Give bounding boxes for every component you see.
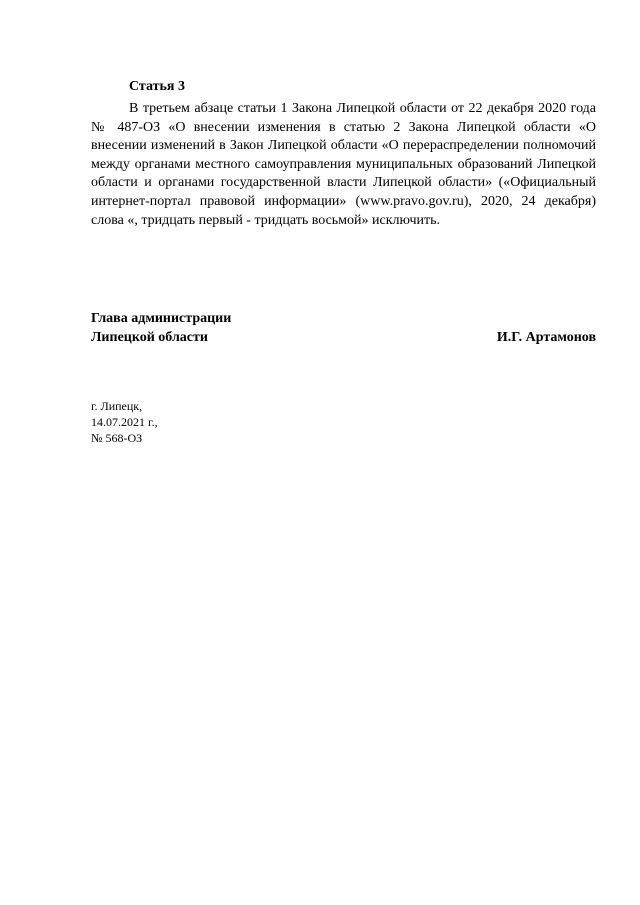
article-body: В третьем абзаце статьи 1 Закона Липецкой области от 22 декабря 2020 года № 487-ОЗ «О внесении изменения в статью 2 Закона Липецкой области «О внесении изменений в Закон Липецкой области «О перераспределении полномочий между органами местного самоуправления муниципальных образований Липецкой области и органами государственной власти Липецкой области» («Официальный интернет-портал правовой информации» (www.pravo.gov.ru), 2020, 24 декабря) слова «, тридцать первый - тридцать восьмой» исключить. [91, 101, 596, 228]
signatory-name: И.Г. Артамонов [496, 330, 596, 345]
signature-position-region: Липецкой области [91, 330, 208, 345]
document-meta [91, 398, 158, 446]
signature-position-line2 [91, 328, 596, 347]
signature-block [91, 309, 596, 347]
document-place: г. Липецк, [91, 399, 143, 413]
signature-position-line1 [91, 309, 596, 328]
document-date: 14.07.2021 г., [91, 415, 158, 429]
document-number: № 568-ОЗ [91, 431, 143, 445]
article-heading: Статья 3 [129, 79, 185, 94]
signature-position-title: Глава администрации [91, 311, 232, 326]
